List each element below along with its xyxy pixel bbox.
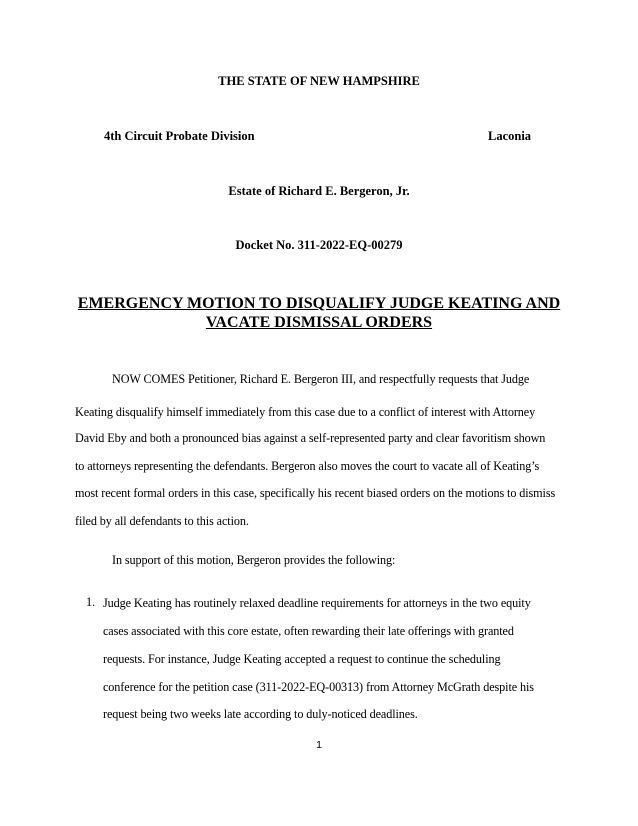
court-location: Laconia xyxy=(488,129,532,143)
docket-number: Docket No. 311-2022-EQ-00279 xyxy=(235,238,403,252)
motion-title-line-1: EMERGENCY MOTION TO DISQUALIFY JUDGE KEATING AND xyxy=(77,295,561,312)
list-item-line: cases associated with this core estate, often rewarding their late offerings with granted xyxy=(103,624,514,638)
motion-title-line-2: VACATE DISMISSAL ORDERS xyxy=(205,314,433,331)
list-item-line: Judge Keating has routinely relaxed deadline requirements for attorneys in the two equity xyxy=(103,596,531,610)
list-item-line: requests. For instance, Judge Keating accepted a request to continue the scheduling xyxy=(103,652,501,666)
support-intro: In support of this motion, Bergeron provides the following: xyxy=(112,553,396,567)
intro-line: David Eby and both a pronounced bias against a self-represented party and clear favoritism shown xyxy=(75,431,546,445)
list-item-line: conference for the petition case (311-2022-EQ-00313) from Attorney McGrath despite his xyxy=(103,680,534,694)
intro-line: Keating disqualify himself immediately from this case due to a conflict of interest with Attorney xyxy=(75,405,536,419)
page-number: 1 xyxy=(316,739,322,751)
court-division: 4th Circuit Probate Division xyxy=(104,129,255,143)
estate-name: Estate of Richard E. Bergeron, Jr. xyxy=(228,184,410,198)
list-item-number: 1. xyxy=(86,595,96,609)
state-heading: THE STATE OF NEW HAMPSHIRE xyxy=(218,74,420,88)
intro-line: most recent formal orders in this case, specifically his recent biased orders on the motions to dismiss xyxy=(75,486,556,500)
intro-line: to attorneys representing the defendants. Bergeron also moves the court to vacate all of Keating’s xyxy=(75,459,540,473)
list-item-line: request being two weeks late according to duly-noticed deadlines. xyxy=(103,707,418,721)
intro-line: NOW COMES Petitioner, Richard E. Bergeron III, and respectfully requests that Judge xyxy=(112,372,530,386)
intro-line: filed by all defendants to this action. xyxy=(75,514,249,528)
